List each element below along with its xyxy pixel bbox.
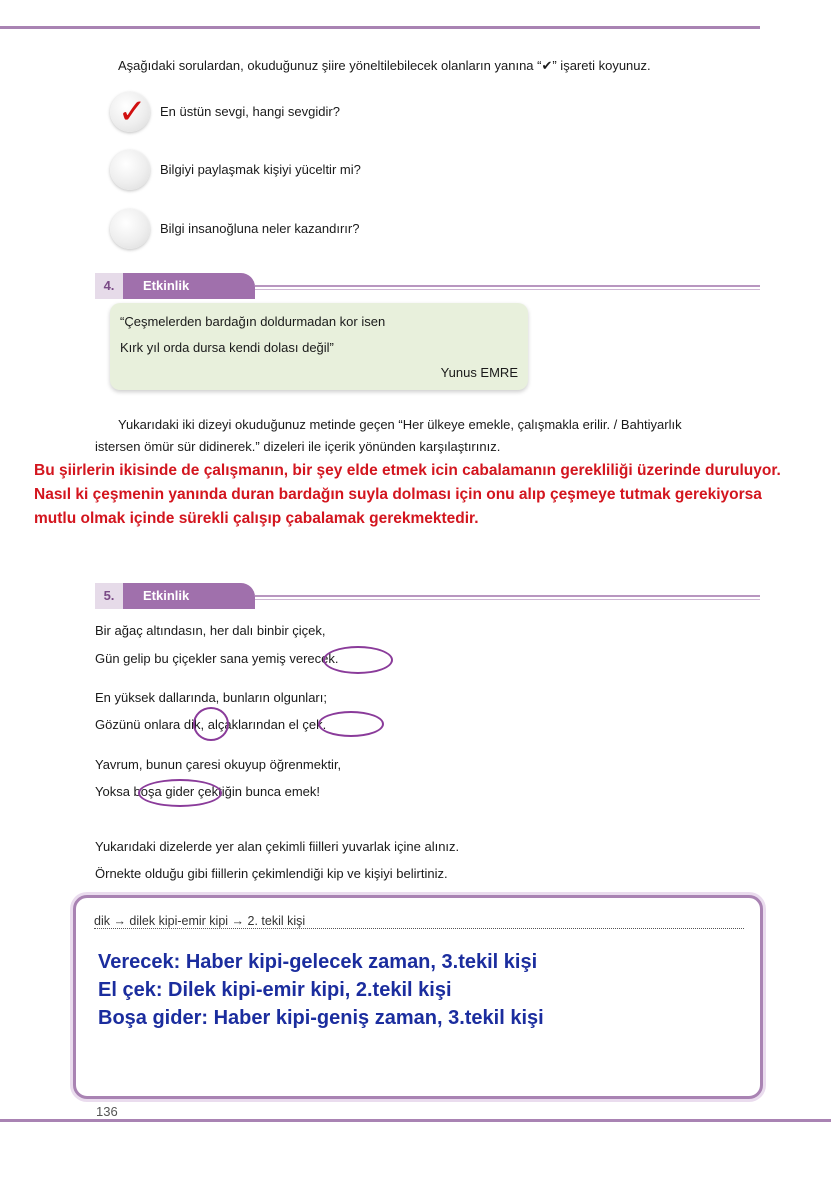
handwritten-answer: Nasıl ki çeşmenin yanında duran bardağın suyla dolması için onu alıp çeşmeye tutmak gerekiyorsa xyxy=(34,486,762,503)
activity-number: 5. xyxy=(95,583,123,609)
handwritten-answer: El çek: Dilek kipi-emir kipi, 2.tekil kişi xyxy=(98,979,452,1001)
handwritten-answer: Boşa gider: Haber kipi-geniş zaman, 3.tekil kişi xyxy=(98,1007,544,1029)
poem-line: Gün gelip bu çiçekler sana yemiş verecek. xyxy=(95,651,339,666)
header-line xyxy=(255,595,760,597)
example-line: dik → dilek kipi-emir kipi → 2. tekil kişi xyxy=(94,914,744,929)
check-mark-icon: ✓ xyxy=(118,93,147,131)
header-line xyxy=(255,289,760,290)
poem-line: En yüksek dallarında, bunların olgunları; xyxy=(95,690,327,705)
question-text: En üstün sevgi, hangi sevgidir? xyxy=(160,104,340,119)
question-text: Bilgi insanoğluna neler kazandırır? xyxy=(160,221,360,236)
circle-bosa-gider xyxy=(138,779,222,807)
page-number: 136 xyxy=(96,1104,118,1119)
quote-line: Kırk yıl orda dursa kendi dolası değil” xyxy=(120,340,334,355)
activity-5-header xyxy=(95,583,760,609)
prompt-text: Yukarıdaki dizelerde yer alan çekimli fiilleri yuvarlak içine alınız. xyxy=(95,839,460,854)
poem-line: Gözünü onlara dik, alçaklarından el çek. xyxy=(95,717,327,732)
bottom-divider xyxy=(0,1119,831,1122)
handwritten-answer: Bu şiirlerin ikisinde de çalışmanın, bir şey elde etmek icin cabalamanın gerekliliği üzerinde duruluyor. xyxy=(34,462,781,479)
handwritten-answer: mutlu olmak içinde sürekli çalışıp çabalamak gerekmektedir. xyxy=(34,510,479,527)
prompt-text: Örnekte olduğu gibi fiillerin çekimlendiği kip ve kişiyi belirtiniz. xyxy=(95,866,448,881)
instruction-text: Aşağıdaki sorulardan, okuduğunuz şiire yöneltilebilecek olanların yanına “✔” işareti koyunuz. xyxy=(118,58,651,73)
poem-line: Yavrum, bunun çaresi okuyup öğrenmektir, xyxy=(95,757,342,772)
activity-label: Etkinlik xyxy=(123,273,255,299)
quote-author: Yunus EMRE xyxy=(440,365,518,380)
checkbox-circle[interactable] xyxy=(110,209,150,249)
poem-line: Yoksa boşa gider çektiğin bunca emek! xyxy=(95,784,320,799)
checkbox-circle[interactable] xyxy=(110,150,150,190)
quote-box xyxy=(110,303,528,390)
top-divider xyxy=(0,26,760,29)
circle-el-cek xyxy=(318,711,384,737)
question-row-1[interactable] xyxy=(110,92,510,134)
poem-line: Bir ağaç altındasın, her dalı binbir çiçek, xyxy=(95,623,326,638)
prompt-text: Yukarıdaki iki dizeyi okuduğunuz metinde geçen “Her ülkeye emekle, çalışmakla erilir. / Bahtiyarlık xyxy=(118,417,682,432)
header-line xyxy=(255,285,760,287)
activity-4-header xyxy=(95,273,760,299)
prompt-text: istersen ömür sür didinerek.” dizeleri ile içerik yönünden karşılaştırınız. xyxy=(95,439,501,454)
quote-line: “Çeşmelerden bardağın doldurmadan kor isen xyxy=(120,314,386,329)
activity-label: Etkinlik xyxy=(123,583,255,609)
handwritten-answer: Verecek: Haber kipi-gelecek zaman, 3.tekil kişi xyxy=(98,951,538,973)
answer-box[interactable] xyxy=(73,895,763,1099)
header-line xyxy=(255,599,760,600)
activity-number: 4. xyxy=(95,273,123,299)
circle-verecek xyxy=(323,646,393,674)
question-text: Bilgiyi paylaşmak kişiyi yüceltir mi? xyxy=(160,162,361,177)
question-row-2[interactable] xyxy=(110,150,510,192)
circle-dik xyxy=(193,707,229,741)
question-row-3[interactable] xyxy=(110,209,510,251)
